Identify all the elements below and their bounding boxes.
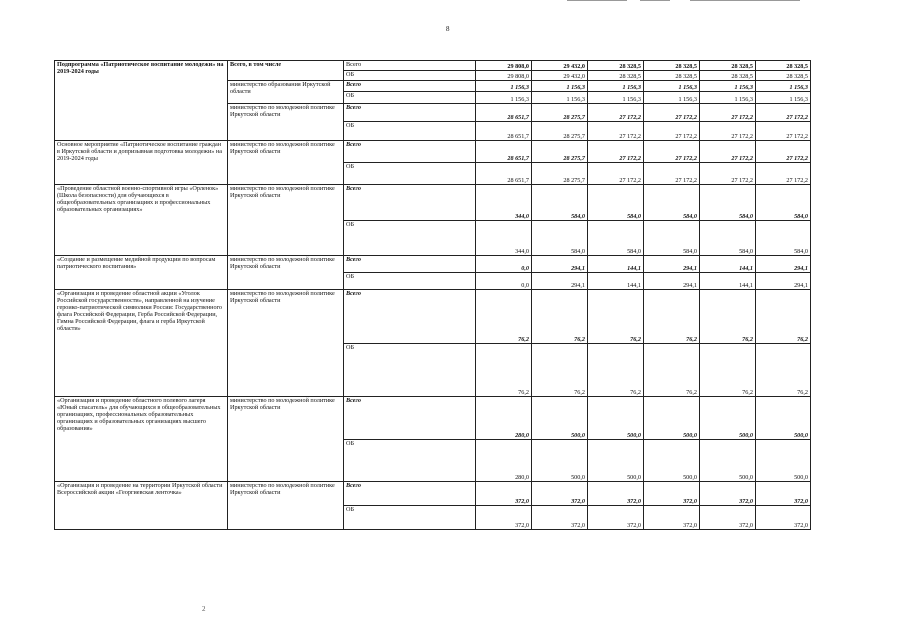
total-amount-year-6: 500,0 [756,397,811,440]
ob-amount-year-4: 28 328,5 [644,71,700,81]
ob-amount-year-4: 584,0 [644,221,700,256]
ob-amount-year-2: 500,0 [532,440,588,482]
total-amount-year-4: 584,0 [644,185,700,221]
top-rule-mid [640,0,670,1]
total-amount-year-4: 1 156,3 [644,81,700,92]
ob-amount-year-1: 280,0 [476,440,532,482]
total-amount-year-3: 500,0 [588,397,644,440]
total-amount-year-3: 27 172,2 [588,141,644,163]
funding-source-ob: ОБ [344,221,476,256]
ob-amount-year-6: 500,0 [756,440,811,482]
total-amount-year-2: 294,1 [532,256,588,273]
total-amount-year-1: 28 651,7 [476,141,532,163]
ob-amount-year-1: 372,0 [476,506,532,530]
total-amount-year-1: 280,0 [476,397,532,440]
funding-source-ob: ОБ [344,273,476,290]
responsible-executor: министерство по молодежной политике Иркутской области [228,397,344,482]
total-amount-year-4: 372,0 [644,482,700,506]
ob-amount-year-5: 76,2 [700,344,756,397]
ob-amount-year-5: 144,1 [700,273,756,290]
total-amount-year-4: 500,0 [644,397,700,440]
ob-amount-year-2: 76,2 [532,344,588,397]
ob-amount-year-2: 294,1 [532,273,588,290]
total-amount-year-6: 584,0 [756,185,811,221]
table-row [55,141,811,163]
total-amount-year-1: 29 808,0 [476,61,532,71]
total-amount-year-3: 1 156,3 [588,81,644,92]
total-amount-year-3: 144,1 [588,256,644,273]
budget-table [54,60,811,530]
ob-amount-year-3: 1 156,3 [588,92,644,104]
ob-amount-year-1: 29 808,0 [476,71,532,81]
ob-amount-year-3: 500,0 [588,440,644,482]
responsible-executor: министерство по молодежной политике Иркутской области [228,141,344,185]
total-amount-year-5: 500,0 [700,397,756,440]
total-amount-year-4: 28 328,5 [644,61,700,71]
total-amount-year-3: 27 172,2 [588,104,644,122]
activity-name: «Проведение областной военно-спортивной игры «Орленок» (Школа безопасности) для обучающихся в общеобразовательных организациях и профессиональных образовательных организациях» [55,185,228,256]
total-amount-year-4: 76,2 [644,290,700,344]
ob-amount-year-4: 1 156,3 [644,92,700,104]
responsible-executor: министерство по молодежной политике Иркутской области [228,185,344,256]
ob-amount-year-3: 76,2 [588,344,644,397]
ob-amount-year-5: 584,0 [700,221,756,256]
total-amount-year-2: 372,0 [532,482,588,506]
total-amount-year-2: 584,0 [532,185,588,221]
ob-amount-year-5: 1 156,3 [700,92,756,104]
ob-amount-year-6: 372,0 [756,506,811,530]
responsible-executor: министерство по молодежной политике Иркутской области [228,290,344,397]
bottom-mark: 2 [202,605,206,613]
total-amount-year-5: 372,0 [700,482,756,506]
ob-amount-year-1: 28 651,7 [476,163,532,185]
ob-amount-year-4: 500,0 [644,440,700,482]
ob-amount-year-2: 372,0 [532,506,588,530]
funding-source-ob: ОБ [344,163,476,185]
total-amount-year-6: 28 328,5 [756,61,811,71]
activity-name: Основное мероприятие «Патриотическое воспитание граждан в Иркутской области и допризывная подготовка молодежи» на 2019-2024 годы [55,141,228,185]
ob-amount-year-6: 28 328,5 [756,71,811,81]
ob-amount-year-4: 76,2 [644,344,700,397]
ob-amount-year-3: 28 328,5 [588,71,644,81]
total-amount-year-6: 27 172,2 [756,141,811,163]
total-amount-year-3: 372,0 [588,482,644,506]
ob-amount-year-2: 29 432,0 [532,71,588,81]
total-amount-year-1: 372,0 [476,482,532,506]
ob-amount-year-5: 27 172,2 [700,163,756,185]
table-body [55,61,811,530]
total-amount-year-1: 28 651,7 [476,104,532,122]
ob-amount-year-6: 76,2 [756,344,811,397]
ob-amount-year-3: 584,0 [588,221,644,256]
ob-amount-year-2: 28 275,7 [532,122,588,141]
table-row [55,397,811,440]
funding-source-ob: ОБ [344,506,476,530]
total-amount-year-6: 27 172,2 [756,104,811,122]
activity-name: «Организация и проведение областного полевого лагеря «Юный спасатель» для обучающихся в общеобразовательных организациях, профессиональных образовательных организациях и образовательных организациях высшего образования» [55,397,228,482]
table-row [55,61,811,71]
total-amount-year-2: 500,0 [532,397,588,440]
ob-amount-year-6: 294,1 [756,273,811,290]
ob-amount-year-4: 294,1 [644,273,700,290]
ob-amount-year-1: 1 156,3 [476,92,532,104]
ob-amount-year-6: 1 156,3 [756,92,811,104]
funding-source-total: Всего [344,185,476,221]
ob-amount-year-1: 28 651,7 [476,122,532,141]
funding-source-total: Всего [344,104,476,122]
total-amount-year-1: 76,2 [476,290,532,344]
activity-name: Подпрограмма «Патриотическое воспитание молодежи» на 2019-2024 годы [55,61,228,141]
total-amount-year-5: 27 172,2 [700,104,756,122]
funding-source-total: Всего [344,256,476,273]
total-amount-year-4: 27 172,2 [644,104,700,122]
ob-amount-year-5: 372,0 [700,506,756,530]
total-amount-year-5: 1 156,3 [700,81,756,92]
activity-name: «Создание и размещение медийной продукции по вопросам патриотического воспитания» [55,256,228,290]
total-amount-year-5: 27 172,2 [700,141,756,163]
ob-amount-year-3: 27 172,2 [588,122,644,141]
responsible-executor: министерство по молодежной политике Иркутской области [228,256,344,290]
responsible-executor: министерство по молодежной политике Иркутской области [228,104,344,141]
funding-source-ob: ОБ [344,122,476,141]
responsible-executor: министерство образования Иркутской области [228,81,344,104]
ob-amount-year-1: 76,2 [476,344,532,397]
ob-amount-year-3: 27 172,2 [588,163,644,185]
page-number: 8 [446,25,450,33]
total-amount-year-4: 294,1 [644,256,700,273]
funding-source-total: Всего [344,290,476,344]
responsible-executor: Всего, в том числе [228,61,344,81]
ob-amount-year-3: 144,1 [588,273,644,290]
table-row [55,482,811,506]
total-amount-year-2: 1 156,3 [532,81,588,92]
activity-name: «Организация и проведение на территории Иркутской области Всероссийской акции «Георгиевская ленточка» [55,482,228,530]
top-rule-right [690,0,800,1]
total-amount-year-5: 144,1 [700,256,756,273]
total-amount-year-6: 372,0 [756,482,811,506]
funding-source-total: Всего [344,141,476,163]
funding-source-ob: ОБ [344,440,476,482]
activity-name: «Организация и проведение областной акции «Уголок Российской государственности», направленной на изучение героико-патриотической символики России: Государственного флага Российской Федерации, Герба Российской Федерации, Гимна Российской Федерации, флага и герба Иркутской области» [55,290,228,397]
total-amount-year-3: 76,2 [588,290,644,344]
total-amount-year-1: 1 156,3 [476,81,532,92]
total-amount-year-6: 76,2 [756,290,811,344]
total-amount-year-6: 1 156,3 [756,81,811,92]
funding-source-total: Всего [344,397,476,440]
total-amount-year-3: 584,0 [588,185,644,221]
total-amount-year-5: 28 328,5 [700,61,756,71]
responsible-executor: министерство по молодежной политике Иркутской области [228,482,344,530]
total-amount-year-5: 76,2 [700,290,756,344]
ob-amount-year-5: 500,0 [700,440,756,482]
table-row [55,290,811,344]
ob-amount-year-6: 584,0 [756,221,811,256]
total-amount-year-3: 28 328,5 [588,61,644,71]
total-amount-year-1: 0,0 [476,256,532,273]
ob-amount-year-6: 27 172,2 [756,163,811,185]
ob-amount-year-4: 27 172,2 [644,122,700,141]
ob-amount-year-5: 27 172,2 [700,122,756,141]
ob-amount-year-1: 344,0 [476,221,532,256]
total-amount-year-6: 294,1 [756,256,811,273]
ob-amount-year-2: 28 275,7 [532,163,588,185]
ob-amount-year-4: 27 172,2 [644,163,700,185]
total-amount-year-1: 344,0 [476,185,532,221]
funding-source-ob: ОБ [344,92,476,104]
total-amount-year-4: 27 172,2 [644,141,700,163]
ob-amount-year-2: 584,0 [532,221,588,256]
table-row [55,185,811,221]
ob-amount-year-1: 0,0 [476,273,532,290]
total-amount-year-2: 76,2 [532,290,588,344]
total-amount-year-5: 584,0 [700,185,756,221]
ob-amount-year-6: 27 172,2 [756,122,811,141]
ob-amount-year-4: 372,0 [644,506,700,530]
funding-source-total: Всего [344,482,476,506]
funding-source-total: Всего [344,61,476,71]
funding-source-ob: ОБ [344,71,476,81]
funding-source-total: Всего [344,81,476,92]
ob-amount-year-3: 372,0 [588,506,644,530]
ob-amount-year-5: 28 328,5 [700,71,756,81]
total-amount-year-2: 29 432,0 [532,61,588,71]
total-amount-year-2: 28 275,7 [532,104,588,122]
funding-source-ob: ОБ [344,344,476,397]
ob-amount-year-2: 1 156,3 [532,92,588,104]
table-row [55,256,811,273]
top-rule-left [567,0,627,1]
total-amount-year-2: 28 275,7 [532,141,588,163]
